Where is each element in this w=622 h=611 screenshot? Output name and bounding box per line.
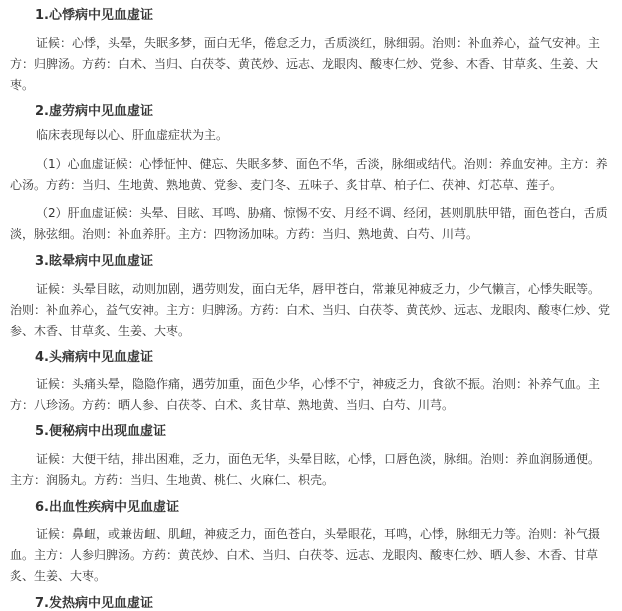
section-1-paragraph: 证候：心悸，头晕，失眠多梦，面白无华，倦怠乏力，舌质淡红，脉细弱。治则：补血养心，益气安神。主方：归脾汤。方药：白术、当归、白茯苓、黄芪炒、远志、龙眼肉、酸枣仁炒、党参、木香、甘草炙、生姜、大枣。 — [10, 36, 601, 92]
section-heading-4: 4.头痛病中见血虚证 — [35, 350, 153, 365]
section-heading-2: 2.虚劳病中见血虚证 — [35, 104, 153, 119]
section-heading-6: 6.出血性疾病中见血虚证 — [35, 500, 179, 515]
section-heading-7: 7.发热病中见血虚证 — [35, 596, 153, 611]
section-2-paragraph-liver: （2）肝血虚证候：头晕、目眩、耳鸣、胁痛、惊惕不安、月经不调、经闭，甚则肌肤甲错，面色苍白，舌质淡，脉弦细。治则：补血养肝。主方：四物汤加味。方药：当归、熟地黄、白芍、川芎。 — [10, 206, 608, 241]
section-5-paragraph: 证候：大便干结，排出困难，乏力，面色无华，头晕目眩，心悸，口唇色淡，脉细。治则：养血润肠通便。主方：润肠丸。方药：当归、生地黄、桃仁、火麻仁、枳壳。 — [10, 452, 601, 487]
section-heading-5: 5.便秘病中出现血虚证 — [35, 424, 166, 439]
section-2-paragraph-heart: （1）心血虚证候：心悸怔忡、健忘、失眠多梦、面色不华，舌淡，脉细或结代。治则：养血安神。主方：养心汤。方药：当归、生地黄、熟地黄、党参、麦门冬、五味子、炙甘草、柏子仁、茯神、灯芯草、莲子。 — [10, 157, 608, 192]
section-4-paragraph: 证候：头痛头晕，隐隐作痛，遇劳加重，面色少华，心悸不宁，神疲乏力，食欲不振。治则：补养气血。主方：八珍汤。方药：晒人参、白茯苓、白术、炙甘草、熟地黄、当归、白芍、川芎。 — [10, 377, 601, 412]
section-3-paragraph: 证候：头晕目眩，动则加剧，遇劳则发，面白无华，唇甲苍白，常兼见神疲乏力，少气懒言，心悸失眠等。治则：补血养心，益气安神。主方：归脾汤。方药：白术、当归、白茯苓、黄芪炒、远志、龙眼肉、酸枣仁炒、党参、木香、甘草炙、生姜、大枣。 — [10, 282, 611, 338]
section-6-paragraph: 证候：鼻衄，或兼齿衄、肌衄，神疲乏力，面色苍白，头晕眼花，耳鸣，心悸，脉细无力等。治则：补气摄血。主方：人参归脾汤。方药：黄芪炒、白术、当归、白茯苓、远志、龙眼肉、酸枣仁炒、晒人参、木香、甘草炙、生姜、大枣。 — [10, 527, 601, 583]
section-2-intro: 临床表现每以心、肝血虚症状为主。 — [36, 128, 229, 142]
section-heading-3: 3.眩晕病中见血虚证 — [35, 254, 153, 269]
section-heading-1: 1.心悸病中见血虚证 — [35, 8, 153, 23]
